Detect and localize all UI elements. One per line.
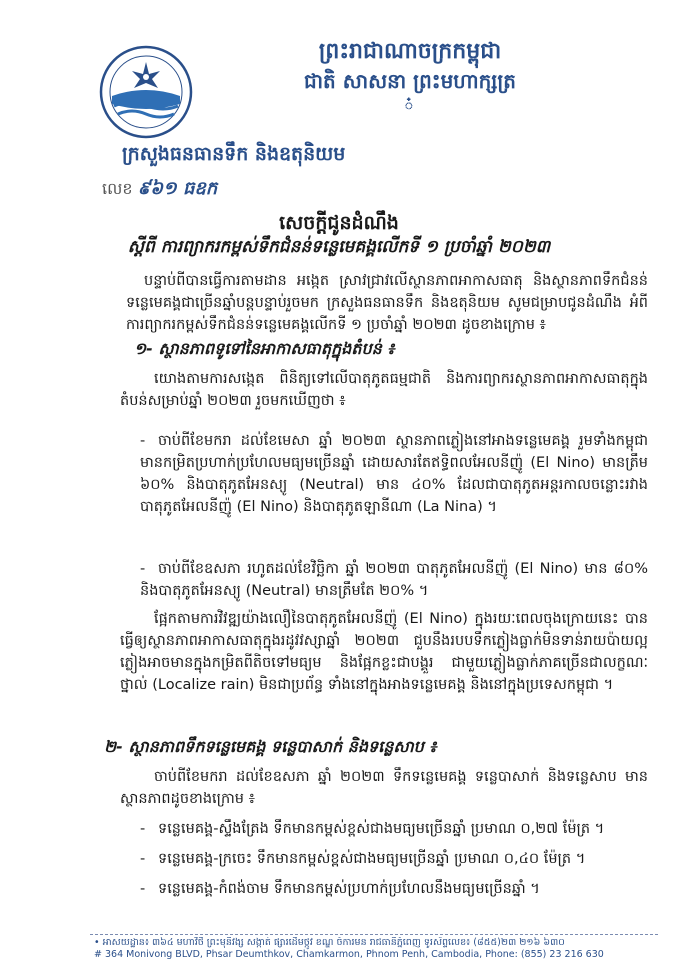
- reference-label: លេខ: [102, 179, 133, 198]
- bullet-dash: -: [140, 881, 146, 897]
- list-item-text: ទន្លេមេគង្គ-កំពង់ចាម ទឹកមានកម្ពស់ប្រហាក់ប្រហែលនឹងមធ្យមច្រើនឆ្នាំ ។: [158, 881, 540, 897]
- footer-address: [94, 937, 662, 961]
- footer-address-khmer: • អាសយដ្ឋាន៖ ៣៦៤ មហាវិថី ព្រះមុនីវង្ស សង្កាត់ ផ្សារដើមថ្កូវ ខណ្ឌ ចំការមន រាជធានីភ្នំពេញ ទូរស័ព្ទលេខ៖ (៨៥៥)២៣ ២១៦ ៦៣០: [94, 937, 565, 948]
- section-2-list: [140, 814, 648, 904]
- list-item: [140, 874, 648, 904]
- bullet-text: ចាប់ពីខែមករា ដល់ខែមេសា ឆ្នាំ ២០២៣ ស្ថានភាពភ្លៀងនៅអាងទន្លេមេគង្គ រួមទាំងកម្ពុជា មានកម្រិតប្រហាក់ប្រហែលមធ្យមច្រើនឆ្នាំ ដោយសារតែឥទ្ធិពលអែលនីញ៉ូ (El Nino) មានត្រឹម ៦០% និងបាតុភូតអែនស្យូ (Neutral) មាន ៤០% ដែលជាបាតុភូតអន្តរកាលចន្លោះរវាងបាតុភូតអែលនីញ៉ូ (El Nino) និងបាតុភូតឡានីណា (La Nina) ។: [140, 433, 648, 515]
- footer-divider: [90, 934, 658, 935]
- document-title: សេចក្ដីជូនដំណឹង: [279, 212, 399, 234]
- kingdom-name: ព្រះរាជាណាចក្រកម្ពុជា: [318, 38, 502, 64]
- ornament: ៎៎៎: [404, 99, 416, 115]
- section-1-heading: ១- ស្ថានភាពទូទៅនៃអាកាសធាតុក្នុងតំបន់ ៖: [134, 339, 395, 358]
- section-1-bullet-1: [140, 430, 648, 518]
- bullet-text: ចាប់ពីខែឧសភា រហូតដល់ខែវិច្ឆិកា ឆ្នាំ ២០២៣ បាតុភូតអែលនីញ៉ូ (El Nino) មាន ៨០% និងបាតុភូតអែនស្យូ (Neutral) មានត្រឹមតែ ២០% ។: [140, 561, 648, 599]
- section-1-conclusion: ផ្អែកតាមការវិវឌ្ឍយ៉ាងលឿនៃបាតុភូតអែលនីញ៉ូ (El Nino) ក្នុងរយៈពេលចុងក្រោយនេះ បានធ្វើឲ្យស្ថានភាពអាកាសធាតុក្នុងរដូវវស្សាឆ្នាំ ២០២៣ ជួបនឹងរបបទឹកភ្លៀងធ្លាក់មិនទាន់រាយប៉ាយល្អ ភ្លៀងអាចមានក្នុងកម្រិតពីតិចទៅមធ្យម និងផ្អែកខ្លះជាបង្គួរ ជាមួយភ្លៀងធ្លាក់ភាគច្រើនជាលក្ខណៈថ្នាល់ (Localize rain) មិនជាប្រព័ន្ធ ទាំងនៅក្នុងអាងទន្លេមេគង្គ និងនៅក្នុងប្រទេសកម្ពុជា ។: [120, 611, 648, 693]
- footer-address-english: # 364 Monivong BLVD, Phsar Deumthkov, Chamkarmon, Phnom Penh, Cambodia, Phone: (855) 23 216 630: [94, 949, 604, 960]
- list-item-text: ទន្លេមេគង្គ-ក្រចេះ ទឹកមានកម្ពស់ខ្ពស់ជាងមធ្យមច្រើនឆ្នាំ ប្រមាណ ០,៤០ ម៉ែត្រ ។: [158, 851, 586, 867]
- bullet-dash: -: [140, 433, 146, 449]
- section-2-heading: ២- ស្ថានភាពទឹកទន្លេមេគង្គ ទន្លេបាសាក់ និងទន្លេសាប ៖: [104, 737, 437, 756]
- document-subtitle: ស្ដីពី ការព្យាករកម្ពស់ទឹកជំនន់ទន្លេមេគង្គលើកទី ១ ប្រចាំឆ្នាំ ២០២៣: [127, 237, 551, 257]
- bullet-dash: -: [140, 851, 146, 867]
- intro-paragraph: បន្ទាប់ពីបានធ្វើការតាមដាន អង្កេត ស្រាវជ្រាវលើស្ថានភាពអាកាសធាតុ និងស្ថានភាពទឹកជំនន់ទន្លេមេគង្គជាច្រើនឆ្នាំបន្តបន្ទាប់រួចមក ក្រសួងធនធានទឹក និងឧតុនិយម សូមជម្រាបជូនដំណឹង អំពីការព្យាករកម្ពស់ទឹកជំនន់ទន្លេមេគង្គលើកទី ១ ប្រចាំឆ្នាំ ២០២៣ ដូចខាងក្រោម ៖: [126, 273, 648, 333]
- list-item-text: ទន្លេមេគង្គ-ស្ទឹងត្រែង ទឹកមានកម្ពស់ខ្ពស់ជាងមធ្យមច្រើនឆ្នាំ ប្រមាណ ០,២៧ ម៉ែត្រ ។: [158, 821, 605, 837]
- reference-value: ៩៦១ ធឧក: [137, 178, 218, 199]
- national-motto: ជាតិ សាសនា ព្រះមហាក្សត្រ: [304, 69, 516, 93]
- kingdom-header: [260, 36, 560, 118]
- section-1-bullet-2: [140, 558, 648, 602]
- ministry-name: ក្រសួងធនធានទឹក និងឧតុនិយម: [122, 143, 346, 165]
- reference-number: [102, 176, 217, 203]
- ministry-logo: [98, 44, 194, 140]
- list-item: [140, 844, 648, 874]
- section-1-lead: យោងតាមការសង្កេត ពិនិត្យទៅលើបាតុភូតធម្មជាតិ និងការព្យាករស្ថានភាពអាកាសធាតុក្នុងតំបន់សម្រាប់ឆ្នាំ ២០២៣ រួចមកឃើញថា ៖: [120, 371, 648, 409]
- bullet-dash: -: [140, 561, 146, 577]
- section-2-lead: ចាប់ពីខែមករា ដល់ខែឧសភា ឆ្នាំ ២០២៣ ទឹកទន្លេមេគង្គ ទន្លេបាសាក់ និងទន្លេសាប មានស្ថានភាពដូចខាងក្រោម ៖: [120, 769, 648, 807]
- list-item: [140, 814, 648, 844]
- bullet-dash: -: [140, 821, 146, 837]
